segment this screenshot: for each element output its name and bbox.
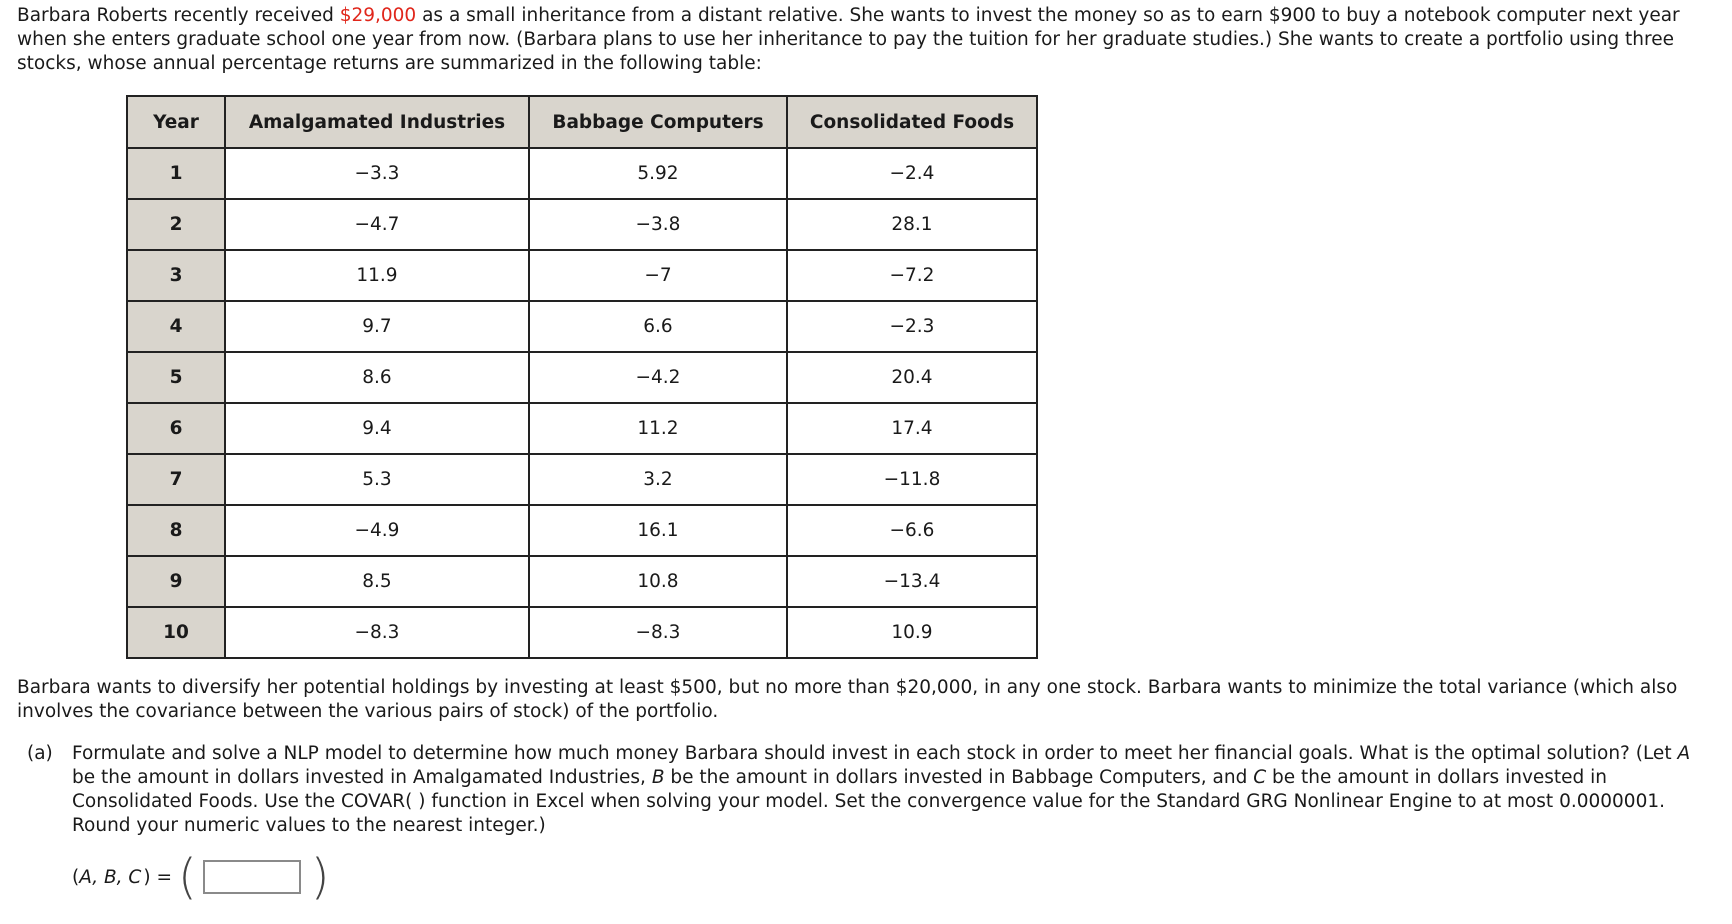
year-cell: 6 bbox=[127, 403, 225, 454]
return-cell: −4.7 bbox=[225, 199, 529, 250]
year-cell: 10 bbox=[127, 607, 225, 658]
header-consolidated: Consolidated Foods bbox=[787, 96, 1037, 148]
part-a-label: (a) bbox=[27, 743, 53, 764]
problem-intro: Barbara Roberts recently received $29,000 as a small inheritance from a distant relative. She wants to invest the money so as to earn $900 to buy a notebook computer next year when she enters graduate school one year from now. (Barbara plans to use her inheritance to pay the tuition for her graduate studies.) She wants to create a portfolio using three stocks, whose annual percentage returns are summarized in the following table: bbox=[17, 5, 1680, 74]
return-cell: −4.2 bbox=[529, 352, 787, 403]
table-row bbox=[127, 301, 1037, 352]
return-cell: −7 bbox=[529, 250, 787, 301]
constraints-paragraph: Barbara wants to diversify her potential holdings by investing at least $500, but no more than $20,000, in any one stock. Barbara wants to minimize the total variance (which also involves the covariance between the various pairs of stock) of the portfolio. bbox=[17, 677, 1678, 722]
year-cell: 7 bbox=[127, 454, 225, 505]
question-part-a bbox=[27, 742, 1717, 838]
return-cell: −8.3 bbox=[225, 607, 529, 658]
year-cell: 3 bbox=[127, 250, 225, 301]
return-cell: −2.3 bbox=[787, 301, 1037, 352]
return-cell: −3.3 bbox=[225, 148, 529, 199]
table-row bbox=[127, 250, 1037, 301]
return-cell: −4.9 bbox=[225, 505, 529, 556]
return-cell: 6.6 bbox=[529, 301, 787, 352]
table-row bbox=[127, 607, 1037, 658]
part-a-text: Formulate and solve a NLP model to determine how much money Barbara should invest in each stock in order to meet her financial goals. What is the optimal solution? (Let A be the amount in dollars invested in Amalgamated Industries, B be the amount in dollars invested in Babbage Computers, and C be the amount in dollars invested in Consolidated Foods. Use the COVAR( ) function in Excel when solving your model. Set the convergence value for the Standard GRG Nonlinear Engine to at most 0.0000001. Round your numeric values to the nearest integer.) bbox=[72, 743, 1691, 836]
returns-table bbox=[126, 95, 1038, 659]
abc-answer-input[interactable] bbox=[203, 860, 301, 894]
return-cell: −7.2 bbox=[787, 250, 1037, 301]
return-cell: −2.4 bbox=[787, 148, 1037, 199]
return-cell: 10.9 bbox=[787, 607, 1037, 658]
return-cell: 17.4 bbox=[787, 403, 1037, 454]
table-row bbox=[127, 403, 1037, 454]
inheritance-amount: $29,000 bbox=[339, 5, 417, 26]
table-row bbox=[127, 352, 1037, 403]
return-cell: −8.3 bbox=[529, 607, 787, 658]
header-year: Year bbox=[127, 96, 225, 148]
return-cell: 9.7 bbox=[225, 301, 529, 352]
return-cell: −13.4 bbox=[787, 556, 1037, 607]
return-cell: 20.4 bbox=[787, 352, 1037, 403]
year-cell: 4 bbox=[127, 301, 225, 352]
table-row bbox=[127, 505, 1037, 556]
return-cell: −11.8 bbox=[787, 454, 1037, 505]
table-row bbox=[127, 454, 1037, 505]
return-cell: 9.4 bbox=[225, 403, 529, 454]
year-cell: 9 bbox=[127, 556, 225, 607]
table-row bbox=[127, 199, 1037, 250]
return-cell: 8.6 bbox=[225, 352, 529, 403]
return-cell: 10.8 bbox=[529, 556, 787, 607]
return-cell: 28.1 bbox=[787, 199, 1037, 250]
header-babbage: Babbage Computers bbox=[529, 96, 787, 148]
year-cell: 1 bbox=[127, 148, 225, 199]
table-body bbox=[127, 148, 1037, 658]
return-cell: 11.9 bbox=[225, 250, 529, 301]
return-cell: 3.2 bbox=[529, 454, 787, 505]
return-cell: 5.3 bbox=[225, 454, 529, 505]
close-paren: ) bbox=[310, 849, 330, 905]
return-cell: −6.6 bbox=[787, 505, 1037, 556]
return-cell: −3.8 bbox=[529, 199, 787, 250]
table-header-row bbox=[127, 96, 1037, 148]
open-paren: ( bbox=[177, 849, 197, 905]
year-cell: 5 bbox=[127, 352, 225, 403]
answer-row bbox=[72, 849, 330, 905]
year-cell: 2 bbox=[127, 199, 225, 250]
return-cell: 5.92 bbox=[529, 148, 787, 199]
answer-label: (A, B, C ) = bbox=[72, 866, 172, 888]
table-row bbox=[127, 148, 1037, 199]
table-row bbox=[127, 556, 1037, 607]
header-amalgamated: Amalgamated Industries bbox=[225, 96, 529, 148]
year-cell: 8 bbox=[127, 505, 225, 556]
return-cell: 16.1 bbox=[529, 505, 787, 556]
return-cell: 11.2 bbox=[529, 403, 787, 454]
return-cell: 8.5 bbox=[225, 556, 529, 607]
